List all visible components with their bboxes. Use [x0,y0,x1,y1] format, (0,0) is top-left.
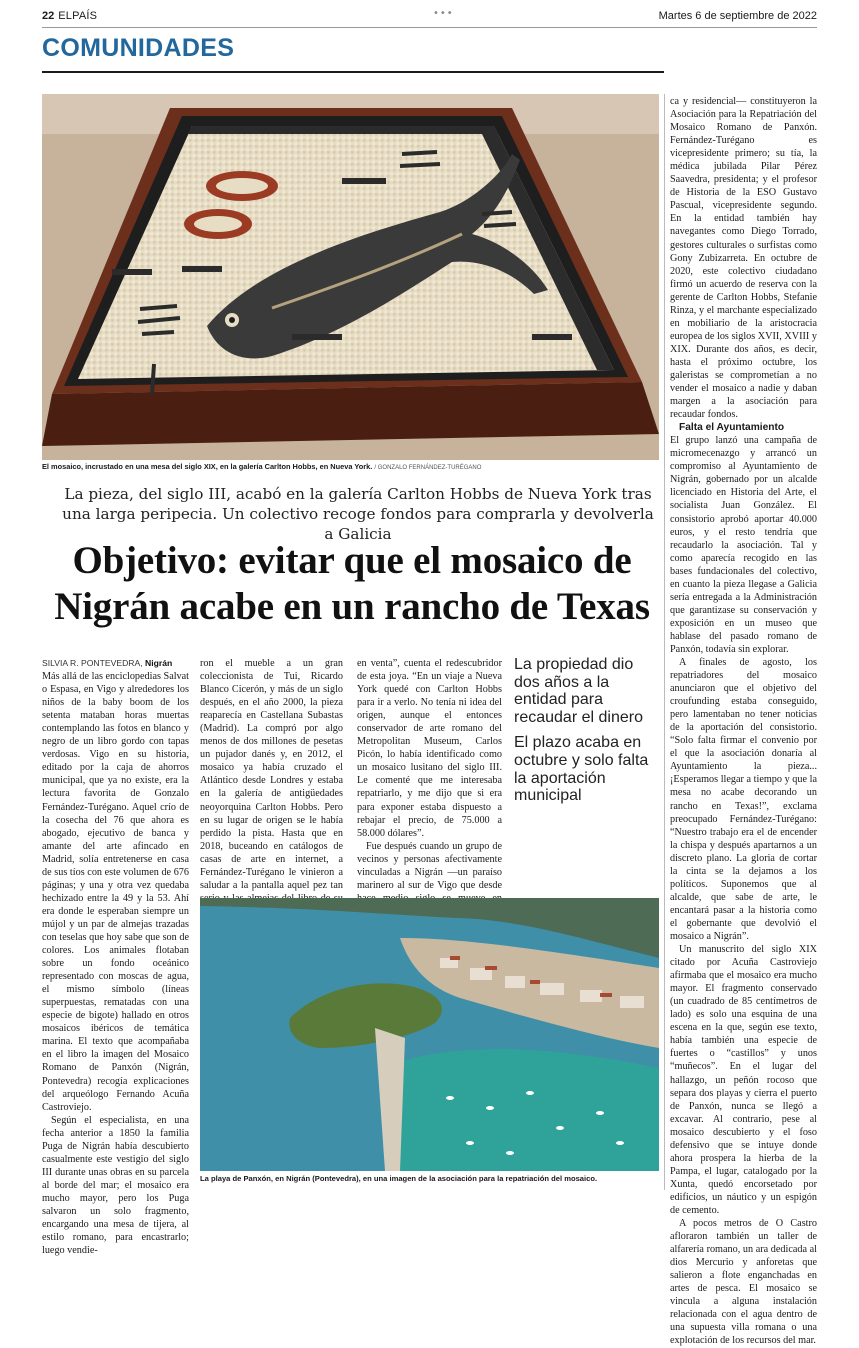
page-number: 22 ELPAÍS [42,10,98,22]
article-headline: Objetivo: evitar que el mosaico de Nigrán acabe en un rancho de Texas [54,539,650,628]
paragraph: ca y residencial— constituyeron la Asociación para la Repatriación del Mosaico Romano de Panxón. Fernández-Turégano es vicepresidente primero; su tía, la médica jubilada Pilar Pérez Saavedra, presidenta; y el profesor de Historia de la ESO Gustavo Pascual, vicepresidente segundo. En la entidad también hay navegantes como Diego Torrado, gestores culturales o surfistas como Gony Zubizarreta. En octubre de 2020, este colectivo ciudadano firmó un acuerdo de reserva con la gerente de Carlton Hobbs, Stefanie Rinza, y el marchante especializado en mobiliario de la aristocracia europea de los siglos XVII, XVIII y XIX. Durante dos años, es decir, hasta el próximo octubre, los galeristas se comprometían a no vender el mosaico a nadie y daban margen a la asociación para recaudar fondos. [670,96,817,421]
paragraph: ron el mueble a un gran coleccionista de Tui, Ricardo Blanco Cicerón, y más de un siglo después, en el año 2000, la pieza reaparecía en Castellana Subastas (Madrid). La compró por algo menos de dos millones de pesetas un pujador danés y, en 2012, el mosaico ya había cruzado el Atlántico desde Londres y estaba en la galería de antigüedades neoyorquina Carlton Hobbs. Pero en su lugar de origen se le había perdido la pista. Hasta que en 2018, buceando en catálogos de casas de arte en internet, a Fernández-Turégano le vinieron a saludar a la pantalla aquel pez tan [200,658,343,891]
section-subtitle: Falta el Ayuntamiento [679,422,785,434]
pull-quotes [514,656,659,813]
brand-name: ELPAÍS [58,10,98,22]
pull-quote: La propiedad dio dos años a la entidad para recaudar el dinero [514,656,643,726]
paragraph: Más allá de las enciclopedias Salvat o Espasa, en Vigo y alrededores los niños de la baby boom de los setenta mataban horas muertas contemplando las fotos en blanco y negro de un libro gordo con tapas verdosas. Vigo en su historia, editado por la caja de ahorros municipal, que ya no existe, era la lectura favorita de Gonzalo Fernández-Turégano. Aquel crío de la cosecha del 76 que ahora es abogado, ejecutivo de banca y amante del arte afincado en Madrid, solía entretenerse en casa de sus tíos con este volumen de 676 páginas; y una y otra vez quedaba hechizado entre la 49 y la 53. Ahí era donde le esperaban siempre un mújol y un par de almejas trazadas con teselas que hoy sabe que son de colores. Los animales flotaban sobre un fondo oceánico representado con moscas de agua, el mismo símbolo (líneas superpuestas, rematadas con una especie de bigote) hallado en otros mosaicos ibéricos de temática marina. El texto que acompañaba en el libro la imagen del Mosaico Romano de Panxón (Nigrán, Pontevedra) recogía explicaciones del arqueólogo Fernando Acuña Castroviejo. [42,671,189,1113]
paragraph: en venta”, cuenta el redescubridor de esta joya. “En un viaje a Nueva York quedé con Carlton Hobbs para ir a verlo. No tenía ni idea del origen, aunque el entonces conservador de arte romano del Metropolitan Museum, Carlos Picón, lo había identificado como un mosaico lusitano del siglo III. Le comenté que me interesaba repatriarlo, y me dijo que si era para exponer estaba dispuesto a rebajar el precio, de 75.000 a 58.000 dólares”. [357,658,502,839]
byline: SILVIA R. PONTEVEDRA, Nigrán [42,658,173,668]
column-divider [664,94,665,1190]
paragraph: El grupo lanzó una campaña de micromecenazgo y arrancó un compromiso al Ayuntamiento de Nigrán, gobernado por un alcalde licenciado en Historia del Arte, el socialista Juan González. El consistorio aprobó aportar 40.000 euros, y el resto tendría que recaudarlo la asociación. Tal y como aparecía recogido en las bases fundacionales del colectivo, en cuanto la pieza llegase a Galicia sería entregada a la Administración que garantizase su conservación y exposición en un museo que hablase del pasado romano de Panxón, todavía sin explorar. [670,435,817,655]
body-column-2 [200,657,343,931]
paragraph: A pocos metros de O Castro afloraron también un taller de alfarería romano, un ara dedicada al dios Mercurio y anforetas que salieron a flote enganchadas en artes de pesca. El mosaico se vincula a alguna instalación relacionada con el agua dentro de una supuesta villa romana o una explotación de los recursos del mar. [670,1218,817,1347]
header-divider [42,27,817,28]
pull-quote: El plazo acaba en octubre y solo falta la aportación municipal [514,734,649,805]
article-subhead: La pieza, del siglo III, acabó en la galería Carlton Hobbs de Nueva York tras una larga peripecia. Un colectivo recoge fondos para comprarla y devolverla a Galicia [62,485,654,543]
photo-credit: / GONZALO FERNÁNDEZ-TURÉGANO [374,465,482,471]
more-dots-icon[interactable]: ••• [433,8,454,19]
section-title: COMUNIDADES [42,34,235,62]
photo-caption: El mosaico, incrustado en una mesa del siglo XIX, en la galería Carlton Hobbs, en Nueva York. / GONZALO FERNÁNDEZ-TURÉGANO [42,462,482,471]
section-divider [42,71,664,73]
body-column-3 [357,657,502,918]
beach-photo [200,898,659,1171]
photo-caption: La playa de Panxón, en Nigrán (Pontevedra), en una imagen de la asociación para la repatriación del mosaico. [200,1174,598,1183]
body-column-4 [670,95,817,1348]
paragraph: Fue después cuando un grupo de vecinos y personas afectivamente vinculadas a Nigrán —un paraíso marinero al sur de Vigo que desde [357,840,502,891]
paragraph: Según el especialista, en una fecha anterior a 1850 la familia Puga de Nigrán había descubierto casualmente este vestigio del siglo III durante unas obras en su parcela al borde del mar; el mosaico era mucho mayor, pero los Puga salvaron un solo fragmento, encargando una mesa de tijera, al estilo romano, para encastrarlo; luego vendie- [42,1114,189,1257]
paragraph: A finales de agosto, los repatriadores del mosaico anunciaron que el objetivo del croufunding estaba conseguido, pero lamentaban no tener noticias de la aportación del consistorio. “Solo falta firmar el convenio por el que la asociación donaría al Ayuntamiento la pieza... ¡Esperamos llegar a tiempo y que la mesa no acabe decorando un rancho en Texas!”, exclama preocupado Fernández-Turégano: “Nuestro trabajo era el de encender la chispa y después apartarnos a un discreto plano. La gloria de cortar la cinta se la dejamos a los políticos. Suponemos que al alcalde, que sabe de arte, le encantará pasar a la historia como el gobernante que devolvió el mosaico a Nigrán”. [670,657,817,942]
mosaic-photo [42,94,659,460]
page-header [42,8,817,28]
body-column-1 [42,657,189,1257]
paragraph: Un manuscrito del siglo XIX citado por Acuña Castroviejo afirmaba que el mosaico era mucho mayor. El fragmento conservado (un cuadrado de 85 centímetros de lado) es solo una esquina de una escena en la que, según ese texto, había también una especie de fuertes o “castillos” y unos “muñecos”. En el lugar del hallazgo, un peñón rocoso que separa dos playas y cierra el puerto de Panxón, nunca se llegó a excavar. Al contrario, pese al mosaico descubierto y el foso defensivo que se intuye donde ahora prospera la hierba de la Pampa, el lugar, catalogado por la Xunta, quedó encorsetado por edificios, un náutico y un espigón de cemento. [670,944,817,1216]
issue-date: Martes 6 de septiembre de 2022 [658,10,817,22]
